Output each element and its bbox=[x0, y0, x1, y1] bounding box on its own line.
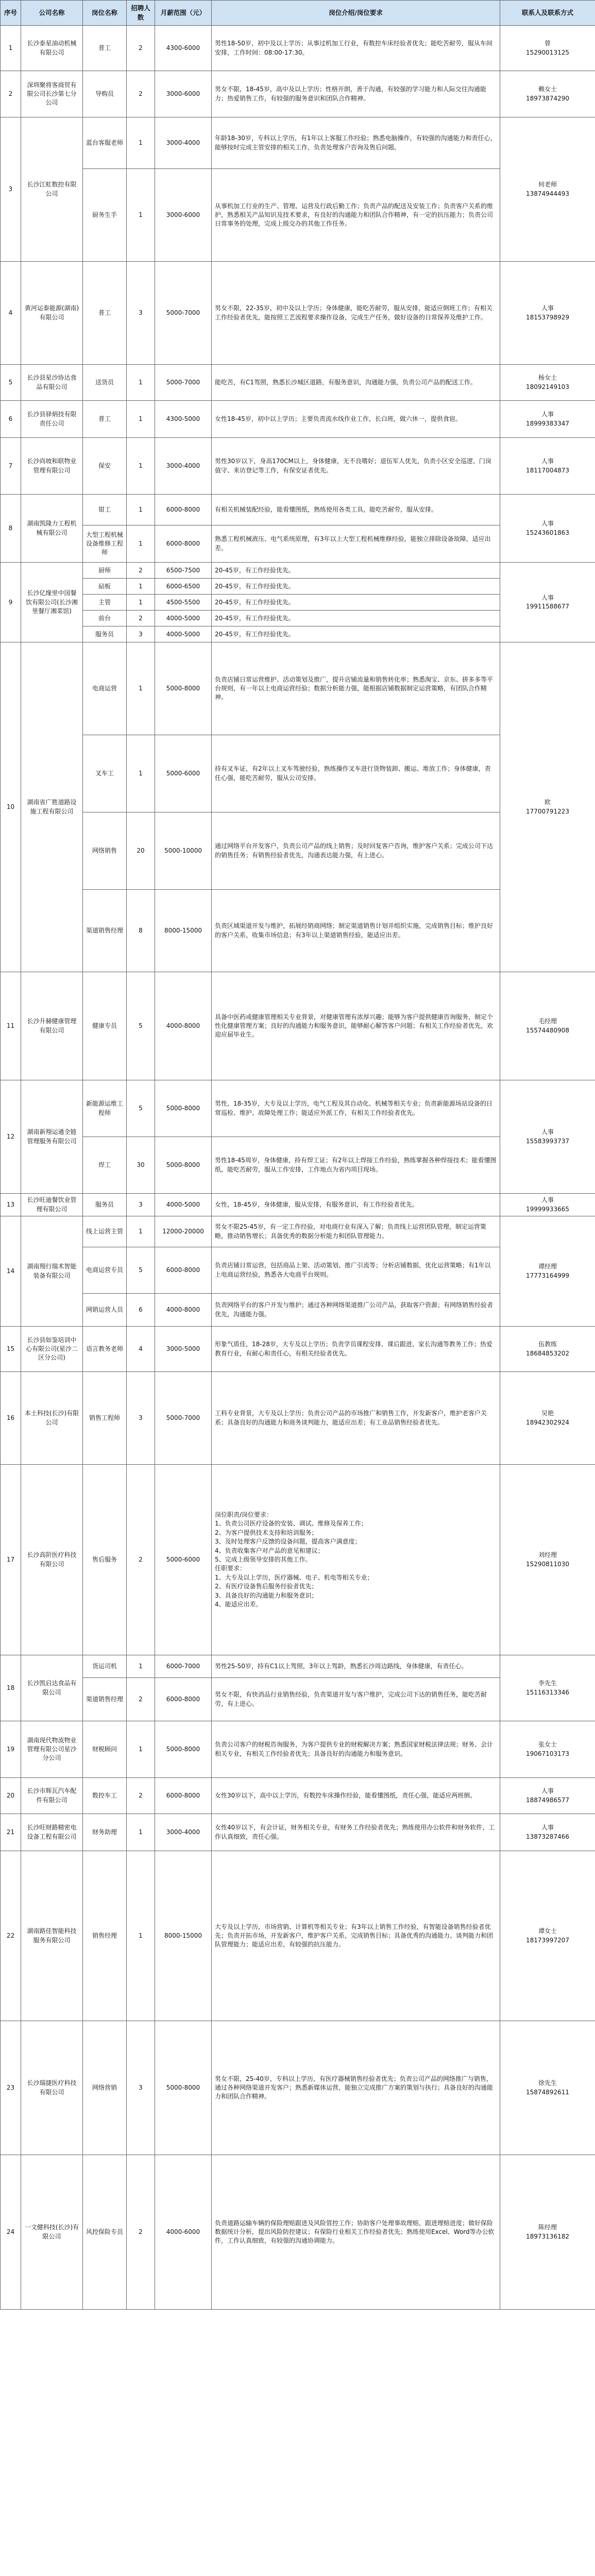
contact: 徐先生 15874892611 bbox=[500, 2021, 595, 2155]
header-position: 岗位名称 bbox=[83, 1, 127, 26]
position-name: 健康专员 bbox=[83, 972, 127, 1080]
contact: 曾 15290013125 bbox=[500, 26, 595, 71]
position-name: 服务员 bbox=[83, 626, 127, 642]
position-name: 销售经理 bbox=[83, 1851, 127, 2021]
table-row bbox=[1, 642, 595, 735]
headcount: 3 bbox=[127, 1372, 155, 1465]
position-desc: 负责道路运输车辆的保险理赔跟进及风险管控工作；协助客户处理事故理赔，跟进理赔进度；做好保险数据统计分析，提出风险防控建议；有保险行业相关工作经验者优先；熟练使用Excel、Word等办公软件，工作认真细致，有较强的沟通协调能力。 bbox=[212, 2155, 500, 2310]
headcount: 4 bbox=[127, 1327, 155, 1372]
table-row bbox=[1, 365, 595, 401]
contact: 欧 17700791223 bbox=[500, 642, 595, 972]
position-name: 保安 bbox=[83, 438, 127, 495]
salary: 5000-8000 bbox=[155, 2021, 212, 2155]
table-header bbox=[1, 1, 595, 26]
position-desc: 负责店铺日常运营，包括商品上架、活动策划、推广引流等；分析店铺数据，优化运营策略；有1年以上电商运营经验，熟悉各大电商平台规则。 bbox=[212, 1247, 500, 1294]
company-name: 湖南现代物流物业管理有限公司星沙分公司 bbox=[21, 1721, 83, 1778]
contact: 杨女士 18092149103 bbox=[500, 365, 595, 401]
headcount: 1 bbox=[127, 579, 155, 595]
row-no: 7 bbox=[1, 438, 21, 495]
company-name: 长沙尚坡和联物业管理有限公司 bbox=[21, 438, 83, 495]
header-desc: 岗位介绍/岗位要求 bbox=[212, 1, 500, 26]
headcount: 1 bbox=[127, 117, 155, 169]
salary: 4300-6000 bbox=[155, 26, 212, 71]
salary: 4300-5000 bbox=[155, 401, 212, 438]
salary: 4000-8000 bbox=[155, 1294, 212, 1327]
table-row bbox=[1, 117, 595, 169]
row-no: 24 bbox=[1, 2155, 21, 2310]
row-no: 11 bbox=[1, 972, 21, 1080]
headcount: 1 bbox=[127, 1655, 155, 1678]
row-no: 23 bbox=[1, 2021, 21, 2155]
table-row bbox=[1, 262, 595, 365]
position-name: 数控车工 bbox=[83, 1778, 127, 1814]
table-row bbox=[1, 1851, 595, 2021]
salary: 6000-8000 bbox=[155, 1247, 212, 1294]
contact: 张女士 19067103173 bbox=[500, 1721, 595, 1778]
headcount: 3 bbox=[127, 1194, 155, 1216]
table-row bbox=[1, 1465, 595, 1655]
headcount: 6 bbox=[127, 1294, 155, 1327]
row-no: 6 bbox=[1, 401, 21, 438]
table-row bbox=[1, 1721, 595, 1778]
headcount: 1 bbox=[127, 735, 155, 812]
position-desc: 具备中医药或健康管理相关专业背景，对健康管理有浓厚兴趣；能够为客户提供健康咨询服务，制定个性化健康管理方案；良好的沟通能力和服务意识，能够耐心解答客户问题；有相关工作经验者优先，欢迎应届毕业生。 bbox=[212, 972, 500, 1080]
table-row bbox=[1, 2021, 595, 2155]
headcount: 1 bbox=[127, 495, 155, 526]
header-contact: 联系人及联系方式 bbox=[500, 1, 595, 26]
contact: 人事 18153798929 bbox=[500, 262, 595, 365]
company-name: 长沙县如鉴培训中心有限公司(星沙二区分公司) bbox=[21, 1327, 83, 1372]
position-name: 大型工程机械设备维修工程师 bbox=[83, 526, 127, 563]
position-desc: 通过网络平台开发客户，负责公司产品的线上销售；及时回复客户咨询，维护客户关系；完成公司下达的销售任务；有销售经验者优先，沟通表达能力强，有上进心。 bbox=[212, 812, 500, 890]
company-name: 长沙江虹数控有限公司 bbox=[21, 117, 83, 262]
table-row bbox=[1, 26, 595, 71]
table-row bbox=[1, 1655, 595, 1678]
row-no: 17 bbox=[1, 1465, 21, 1655]
salary: 5000-7000 bbox=[155, 365, 212, 401]
position-desc: 工科专业背景，大专及以上学历；负责公司产品的市场推广和销售工作，开发新客户，维护老客户关系；具备良好的沟通能力和商务谈判能力，能适应出差；有工业品销售经验者优先。 bbox=[212, 1372, 500, 1465]
position-desc: 岗位职责/岗位要求： 1、负责公司医疗设备的安装、调试、维修及保养工作； 2、为客户提供技术支持和培训服务； 3、及时处理客户反馈的设备问题，提高客户满意度； 4、负责收集客户对产品的意见和建议； 5、完成上级领导安排的其他工作。 任职要求： 1、大专及以上学历，医疗器械、电子、机电等相关专业； 2、有医疗设备售后服务经验者优先； 3、具备良好的沟通能力和服务意识； 4、能适应出差。 bbox=[212, 1465, 500, 1655]
row-no: 14 bbox=[1, 1216, 21, 1327]
company-name: 湖南凯隆力工程机械有限公司 bbox=[21, 495, 83, 563]
position-name: 风控保险专员 bbox=[83, 2155, 127, 2310]
contact: 何老师 13874944493 bbox=[500, 117, 595, 262]
contact: 谭经理 17773164999 bbox=[500, 1216, 595, 1327]
position-name: 送货员 bbox=[83, 365, 127, 401]
headcount: 30 bbox=[127, 1137, 155, 1194]
header-no: 序号 bbox=[1, 1, 21, 26]
contact: 谭女士 18173997207 bbox=[500, 1851, 595, 2021]
position-desc: 20-45岁，有工作经验优先。 bbox=[212, 579, 500, 595]
contact: 毛经理 15574480908 bbox=[500, 972, 595, 1080]
company-name: 深圳聚将客商贸有限公司长沙第七分公司 bbox=[21, 71, 83, 117]
headcount: 2 bbox=[127, 1678, 155, 1721]
row-no: 2 bbox=[1, 71, 21, 117]
headcount: 1 bbox=[127, 1814, 155, 1851]
salary: 3000-4000 bbox=[155, 117, 212, 169]
position-desc: 女性40岁以下，有会计证，财务相关专业，有财务工作经验者优先；熟练使用办公软件和财务软件，工作认真细致，责任心强。 bbox=[212, 1814, 500, 1851]
position-desc: 负责公司客户的财税咨询服务，为客户提供专业的财税解决方案；熟悉国家财税法律法规；财务、会计相关专业，有相关工作经验者优先；具备良好的沟通能力和服务意识。 bbox=[212, 1721, 500, 1778]
table-row bbox=[1, 563, 595, 579]
row-no: 13 bbox=[1, 1194, 21, 1216]
headcount: 2 bbox=[127, 26, 155, 71]
salary: 6000-7000 bbox=[155, 1655, 212, 1678]
company-name: 长沙亿缘里中国餐饮有限公司(长沙湘里餐厅湘菜馆) bbox=[21, 563, 83, 642]
row-no: 22 bbox=[1, 1851, 21, 2021]
position-desc: 20-45岁，有工作经验优先。 bbox=[212, 626, 500, 642]
header-salary: 月薪范围（元） bbox=[155, 1, 212, 26]
position-name: 服务员 bbox=[83, 1194, 127, 1216]
contact: 人事 18117004873 bbox=[500, 438, 595, 495]
headcount: 1 bbox=[127, 642, 155, 735]
position-desc: 女性30岁以下，高中以上学历，有数控车床操作经验，能看懂图纸，责任心强，能适应两班倒。 bbox=[212, 1778, 500, 1814]
salary: 3000-5000 bbox=[155, 1327, 212, 1372]
salary: 4000-6000 bbox=[155, 2155, 212, 2310]
table-row bbox=[1, 972, 595, 1080]
salary: 6000-8000 bbox=[155, 1778, 212, 1814]
headcount: 1 bbox=[127, 1721, 155, 1778]
position-name: 电商运营专员 bbox=[83, 1247, 127, 1294]
position-name: 财务助理 bbox=[83, 1814, 127, 1851]
headcount: 2 bbox=[127, 2155, 155, 2310]
position-desc: 男性18-50岁，初中及以上学历；从事过机加工行业，有数控车床经验者优先；能吃苦耐劳，服从车间安排，工作时间：08:00-17:30。 bbox=[212, 26, 500, 71]
company-name: 本土科技(长沙)有限公司 bbox=[21, 1372, 83, 1465]
table-row bbox=[1, 1814, 595, 1851]
salary: 5000-8000 bbox=[155, 1137, 212, 1194]
row-no: 5 bbox=[1, 365, 21, 401]
table-body bbox=[1, 26, 595, 2310]
position-name: 导购员 bbox=[83, 71, 127, 117]
position-desc: 负责区域渠道开发与维护，拓展经销商网络；制定渠道销售计划并组织实施，完成销售目标；维护良好的客户关系，收集市场信息；有3年以上渠道销售经验，能适应出差。 bbox=[212, 890, 500, 972]
position-desc: 女性18-45岁，初中以上学历；主要负责流水线作业工作，长白班，做六休一，提供食宿。 bbox=[212, 401, 500, 438]
position-desc: 持有叉车证，有2年以上叉车驾驶经验，熟练操作叉车进行货物装卸、搬运、堆放工作；身体健康，责任心强，能吃苦耐劳，服从公司安排。 bbox=[212, 735, 500, 812]
contact: 人事 19999933665 bbox=[500, 1194, 595, 1216]
salary: 4000-5000 bbox=[155, 626, 212, 642]
headcount: 5 bbox=[127, 972, 155, 1080]
position-desc: 年龄18-30岁，专科以上学历，有1年以上客服工作经验；熟悉电脑操作，有较强的沟通能力和责任心，能够按时完成主管安排的相关工作，负责处理客户咨询及售后问题。 bbox=[212, 117, 500, 169]
row-no: 20 bbox=[1, 1778, 21, 1814]
position-desc: 负责网络平台的客户开发与维护；通过各种网络渠道推广公司产品，获取客户资源；有网络销售经验者优先，沟通能力强。 bbox=[212, 1294, 500, 1327]
table-row bbox=[1, 1327, 595, 1372]
headcount: 1 bbox=[127, 526, 155, 563]
contact: 赖女士 18973874290 bbox=[500, 71, 595, 117]
company-name: 长沙瑞捷医疗科技有限公司 bbox=[21, 2021, 83, 2155]
company-name: 长沙凯启达食品有限公司 bbox=[21, 1655, 83, 1721]
salary: 8000-15000 bbox=[155, 890, 212, 972]
position-name: 电商运营 bbox=[83, 642, 127, 735]
salary: 6000-6500 bbox=[155, 579, 212, 595]
headcount: 3 bbox=[127, 262, 155, 365]
position-name: 叉车工 bbox=[83, 735, 127, 812]
row-no: 3 bbox=[1, 117, 21, 262]
position-name: 网络营销 bbox=[83, 2021, 127, 2155]
company-name: 长沙市辉瓦汽车配件有限公司 bbox=[21, 1778, 83, 1814]
table-row bbox=[1, 1372, 595, 1465]
position-name: 钳工 bbox=[83, 495, 127, 526]
salary: 6000-8000 bbox=[155, 526, 212, 563]
position-name: 网销运营人员 bbox=[83, 1294, 127, 1327]
company-name: 长沙县星沙协达食品有限公司 bbox=[21, 365, 83, 401]
header-company: 公司名称 bbox=[21, 1, 83, 26]
table-row bbox=[1, 401, 595, 438]
position-name: 新能源运维工程师 bbox=[83, 1080, 127, 1137]
position-name: 普工 bbox=[83, 262, 127, 365]
row-no: 12 bbox=[1, 1080, 21, 1194]
position-name: 普工 bbox=[83, 26, 127, 71]
contact: 人事 15243601863 bbox=[500, 495, 595, 563]
salary: 5000-10000 bbox=[155, 812, 212, 890]
contact: 人事 18874986577 bbox=[500, 1778, 595, 1814]
position-desc: 男性18-45周岁，身体健康，持有焊工证；有2年以上焊接工作经验，熟练掌握各种焊接技术；能看懂图纸，能吃苦耐劳，服从工作安排，工作地点为省内项目现场。 bbox=[212, 1137, 500, 1194]
position-name: 厨师 bbox=[83, 563, 127, 579]
headcount: 2 bbox=[127, 71, 155, 117]
salary: 5000-8000 bbox=[155, 1721, 212, 1778]
headcount: 2 bbox=[127, 611, 155, 626]
position-desc: 大专及以上学历，市场营销、计算机等相关专业；有3年以上销售工作经验，有智能设备销售经验者优先；负责开拓市场，开发新客户，维护客户关系，完成销售目标；具备优秀的沟通能力、谈判能力和团队管理能力；能适应出差，有较强的抗压能力。 bbox=[212, 1851, 500, 2021]
salary: 5000-6000 bbox=[155, 1465, 212, 1655]
position-name: 蓝台客服老师 bbox=[83, 117, 127, 169]
table-row bbox=[1, 1080, 595, 1137]
table-row bbox=[1, 438, 595, 495]
salary: 3000-4000 bbox=[155, 1814, 212, 1851]
contact: 李先生 15116313346 bbox=[500, 1655, 595, 1721]
row-no: 4 bbox=[1, 262, 21, 365]
position-desc: 熟悉工程机械液压、电气系统原理，有3年以上大型工程机械维修经验，能独立排除设备故障，适应出差。 bbox=[212, 526, 500, 563]
position-name: 砧板 bbox=[83, 579, 127, 595]
company-name: 黄河运泰能源(湖南)有限公司 bbox=[21, 262, 83, 365]
position-desc: 女性，18-45岁，身体健康，服从安排，有服务意识，有工作经验者优先。 bbox=[212, 1194, 500, 1216]
position-desc: 20-45岁，有工作经验优先。 bbox=[212, 595, 500, 611]
company-name: 湖南新翔运通全链管理服务有限公司 bbox=[21, 1080, 83, 1194]
table-row bbox=[1, 1778, 595, 1814]
position-name: 焊工 bbox=[83, 1137, 127, 1194]
position-name: 货运司机 bbox=[83, 1655, 127, 1678]
row-no: 10 bbox=[1, 642, 21, 972]
contact: 伍教练 18684853202 bbox=[500, 1327, 595, 1372]
position-desc: 形象气质佳，18-28岁，大专及以上学历；负责学员课程安排、课后跟进、家长沟通等教务工作；热爱教育行业，有耐心和责任心，有相关经验者优先。 bbox=[212, 1327, 500, 1372]
salary: 5000-6000 bbox=[155, 735, 212, 812]
position-desc: 能吃苦，有C1驾照，熟悉长沙城区道路，有服务意识，沟通能力强，负责公司产品的配送工作。 bbox=[212, 365, 500, 401]
contact: 人事 19911588677 bbox=[500, 563, 595, 642]
contact: 人事 13873287466 bbox=[500, 1814, 595, 1851]
header-headcount: 招聘人数 bbox=[127, 1, 155, 26]
position-desc: 男性，18-35岁，大专及以上学历，电气工程及其自动化、机械等相关专业；负责新能源场站设备的日常巡检、维护、故障处理工作；能适应外派工作，有相关工作经验者优先。 bbox=[212, 1080, 500, 1137]
position-name: 普工 bbox=[83, 401, 127, 438]
headcount: 1 bbox=[127, 169, 155, 262]
company-name: 一文健科技(长沙)有限公司 bbox=[21, 2155, 83, 2310]
headcount: 5 bbox=[127, 1247, 155, 1294]
salary: 5000-8000 bbox=[155, 642, 212, 735]
position-name: 网络销售 bbox=[83, 812, 127, 890]
salary: 5000-7000 bbox=[155, 262, 212, 365]
company-name: 湖南路佳智能科技服务有限公司 bbox=[21, 1851, 83, 2021]
headcount: 1 bbox=[127, 1851, 155, 2021]
position-name: 线上运营主管 bbox=[83, 1216, 127, 1247]
company-name: 湖南翔行瑞术智能装备有限公司 bbox=[21, 1216, 83, 1327]
salary: 6000-8000 bbox=[155, 495, 212, 526]
salary: 3000-4000 bbox=[155, 438, 212, 495]
table-row bbox=[1, 2155, 595, 2310]
headcount: 1 bbox=[127, 365, 155, 401]
position-desc: 男女不限，18-45岁，高中及以上学历；性格开朗，善于沟通，有较强的学习能力和人际交往沟通能力；热爱销售工作，有较强的服务意识和团队合作精神。 bbox=[212, 71, 500, 117]
row-no: 19 bbox=[1, 1721, 21, 1778]
headcount: 20 bbox=[127, 812, 155, 890]
position-name: 主管 bbox=[83, 595, 127, 611]
company-name: 长沙县驿炳技有限责任公司 bbox=[21, 401, 83, 438]
position-name: 厨务生手 bbox=[83, 169, 127, 262]
position-name: 财税顾问 bbox=[83, 1721, 127, 1778]
position-name: 渠道销售经理 bbox=[83, 1678, 127, 1721]
position-desc: 男性25-50岁，持有C1以上驾照，3年以上驾龄，熟悉长沙周边路线，身体健康，有责任心。 bbox=[212, 1655, 500, 1678]
salary: 3000-6000 bbox=[155, 169, 212, 262]
position-name: 销售工程师 bbox=[83, 1372, 127, 1465]
position-desc: 男女不限，22-35岁，初中及以上学历；身体健康，能吃苦耐劳，服从安排，能适应倒班工作；有相关工作经验者优先，能按照工艺流程要求操作设备，完成生产任务，做好设备的日常保养及维护工作。 bbox=[212, 262, 500, 365]
row-no: 15 bbox=[1, 1327, 21, 1372]
contact: 人事 18999383347 bbox=[500, 401, 595, 438]
row-no: 16 bbox=[1, 1372, 21, 1465]
position-desc: 男女不限，25-40岁，专科以上学历，有医疗器械销售经验者优先；负责公司产品的网络推广与销售，通过各种网络渠道开发客户；熟悉新媒体运营，能独立完成推广方案的策划与执行；具备良好的沟通能力和团队合作精神。 bbox=[212, 2021, 500, 2155]
salary: 6500-7500 bbox=[155, 563, 212, 579]
table-row bbox=[1, 495, 595, 526]
headcount: 2 bbox=[127, 1465, 155, 1655]
position-name: 渠道销售经理 bbox=[83, 890, 127, 972]
contact: 刘经理 15290811030 bbox=[500, 1465, 595, 1655]
salary: 5000-8000 bbox=[155, 1080, 212, 1137]
row-no: 1 bbox=[1, 26, 21, 71]
table-row bbox=[1, 71, 595, 117]
company-name: 长沙高阶医疗科技有限公司 bbox=[21, 1465, 83, 1655]
company-name: 长沙旺财路精密电设备工程有限公司 bbox=[21, 1814, 83, 1851]
salary: 12000-20000 bbox=[155, 1216, 212, 1247]
contact: 人事 15583993737 bbox=[500, 1080, 595, 1194]
contact: 吴艳 18942302924 bbox=[500, 1372, 595, 1465]
row-no: 18 bbox=[1, 1655, 21, 1721]
salary: 4500-5500 bbox=[155, 595, 212, 611]
position-desc: 男性30岁以下，身高170CM以上，身体健康，无不良嗜好；退伍军人优先，负责小区安全巡逻、门岗值守、来访登记等工作，有保安证者优先。 bbox=[212, 438, 500, 495]
headcount: 1 bbox=[127, 1216, 155, 1247]
salary: 5000-7000 bbox=[155, 1372, 212, 1465]
position-name: 语言教务老师 bbox=[83, 1327, 127, 1372]
position-desc: 20-45岁，有工作经验优先。 bbox=[212, 563, 500, 579]
contact: 陈经理 18973136182 bbox=[500, 2155, 595, 2310]
salary: 3000-6000 bbox=[155, 71, 212, 117]
table-row bbox=[1, 1194, 595, 1216]
headcount: 1 bbox=[127, 438, 155, 495]
headcount: 3 bbox=[127, 2021, 155, 2155]
position-desc: 有相关机械装配经验，能看懂图纸，熟练使用各类工具，能吃苦耐劳，服从安排。 bbox=[212, 495, 500, 526]
position-desc: 负责店铺日常运营维护、活动策划及推广，提升店铺流量和销售转化率；熟悉淘宝、京东、拼多多等平台规则，有一年以上电商运营经验；数据分析能力强，能根据店铺数据制定运营策略，有团队合作精神。 bbox=[212, 642, 500, 735]
headcount: 1 bbox=[127, 401, 155, 438]
headcount: 8 bbox=[127, 890, 155, 972]
company-name: 湖南省广胜道路设施工程有限公司 bbox=[21, 642, 83, 972]
headcount: 2 bbox=[127, 1778, 155, 1814]
company-name: 长沙升赫健康管理有限公司 bbox=[21, 972, 83, 1080]
headcount: 1 bbox=[127, 595, 155, 611]
headcount: 5 bbox=[127, 1080, 155, 1137]
row-no: 21 bbox=[1, 1814, 21, 1851]
salary: 8000-15000 bbox=[155, 1851, 212, 2021]
position-desc: 男女不限25-45岁，有一定工作经验，对电商行业有深入了解；负责线上运营团队管理，制定运营策略，推动销售增长；具备优秀的数据分析能力和团队管理能力。 bbox=[212, 1216, 500, 1247]
position-desc: 从事机加工行业的生产、管理、运营及行政后勤工作；负责产品的配送及安装工作；负责客户关系的维护，熟悉相关产品知识及技术要求，有良好的沟通能力和团队合作精神，有一定的抗压能力；负责公司日常事务的处理，完成上级交办的其他工作任务。 bbox=[212, 169, 500, 262]
salary: 6000-8000 bbox=[155, 1678, 212, 1721]
headcount: 3 bbox=[127, 626, 155, 642]
company-name: 长沙旺迪餐饮业管理有限公司 bbox=[21, 1194, 83, 1216]
salary: 4000-5000 bbox=[155, 611, 212, 626]
position-desc: 20-45岁，有工作经验优先。 bbox=[212, 611, 500, 626]
salary: 4000-5000 bbox=[155, 1194, 212, 1216]
row-no: 8 bbox=[1, 495, 21, 563]
company-name: 长沙泰星油动机械有限公司 bbox=[21, 26, 83, 71]
row-no: 9 bbox=[1, 563, 21, 642]
position-name: 前台 bbox=[83, 611, 127, 626]
salary: 4000-8000 bbox=[155, 972, 212, 1080]
position-desc: 男女不限，有快消品行业销售经验，负责渠道开发与客户维护，完成公司下达的销售任务，能吃苦耐劳，有上进心。 bbox=[212, 1678, 500, 1721]
position-name: 售后服务 bbox=[83, 1465, 127, 1655]
headcount: 2 bbox=[127, 563, 155, 579]
table-row bbox=[1, 1216, 595, 1247]
